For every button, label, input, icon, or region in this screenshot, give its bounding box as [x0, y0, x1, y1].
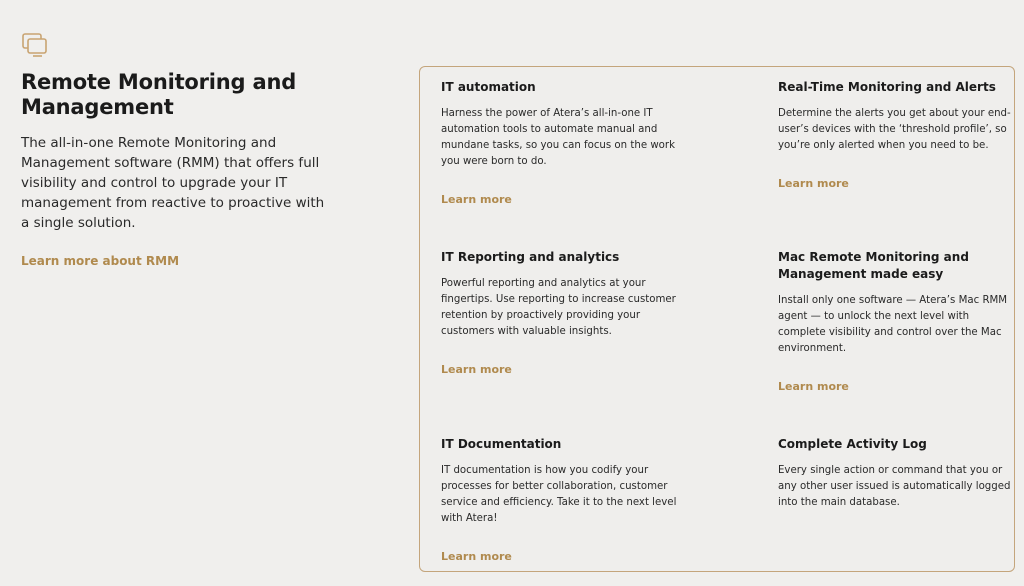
- feature-card-it-reporting: [441, 249, 677, 377]
- feature-description: Powerful reporting and analytics at your fingertips. Use reporting to increase customer retention by proactively providing your customers with valuable insights.: [441, 278, 676, 337]
- feature-title: Real-Time Monitoring and Alerts: [778, 80, 996, 94]
- page-title: Remote Monitoring and Management: [21, 70, 297, 119]
- feature-card-mac-rmm: [778, 249, 1014, 394]
- feature-title: IT Documentation: [441, 437, 562, 451]
- monitor-stack-icon: [21, 30, 51, 60]
- intro-description: The all-in-one Remote Monitoring and Management software (RMM) that offers full visibility and control to upgrade your IT management from reactive to proactive with a single solution.: [21, 135, 325, 231]
- feature-card-it-automation: [441, 79, 677, 207]
- learn-more-link[interactable]: Learn more: [441, 193, 512, 206]
- learn-more-link[interactable]: Learn more: [778, 177, 849, 190]
- learn-more-link[interactable]: Learn more: [441, 363, 512, 376]
- feature-description: IT documentation is how you codify your processes for better collaboration, customer service and efficiency. Take it to the next level with Atera!: [441, 465, 677, 524]
- feature-card-it-documentation: [441, 436, 677, 564]
- feature-card-activity-log: [778, 436, 1014, 529]
- learn-more-link[interactable]: Learn more: [778, 380, 849, 393]
- feature-title: IT Reporting and analytics: [441, 250, 620, 264]
- feature-card-real-time-monitoring: [778, 79, 1014, 191]
- feature-title: Mac Remote Monitoring and Management made easy: [778, 250, 969, 281]
- learn-more-rmm-link[interactable]: Learn more about RMM: [21, 254, 180, 268]
- feature-description: Every single action or command that you or any other user issued is automatically logged into the main database.: [778, 465, 1011, 508]
- features-panel: [419, 66, 1015, 572]
- feature-description: Install only one software — Atera’s Mac RMM agent — to unlock the next level with complete visibility and control over the Mac environment.: [778, 295, 1008, 354]
- feature-description: Determine the alerts you get about your end-user’s devices with the ‘threshold profile’, so you’re only alerted when you need to be.: [778, 108, 1011, 151]
- feature-description: Harness the power of Atera’s all-in-one IT automation tools to automate manual and mundane tasks, so you can focus on the work you were born to do.: [441, 108, 675, 167]
- feature-title: IT automation: [441, 80, 536, 94]
- learn-more-link[interactable]: Learn more: [441, 550, 512, 563]
- feature-title: Complete Activity Log: [778, 437, 927, 451]
